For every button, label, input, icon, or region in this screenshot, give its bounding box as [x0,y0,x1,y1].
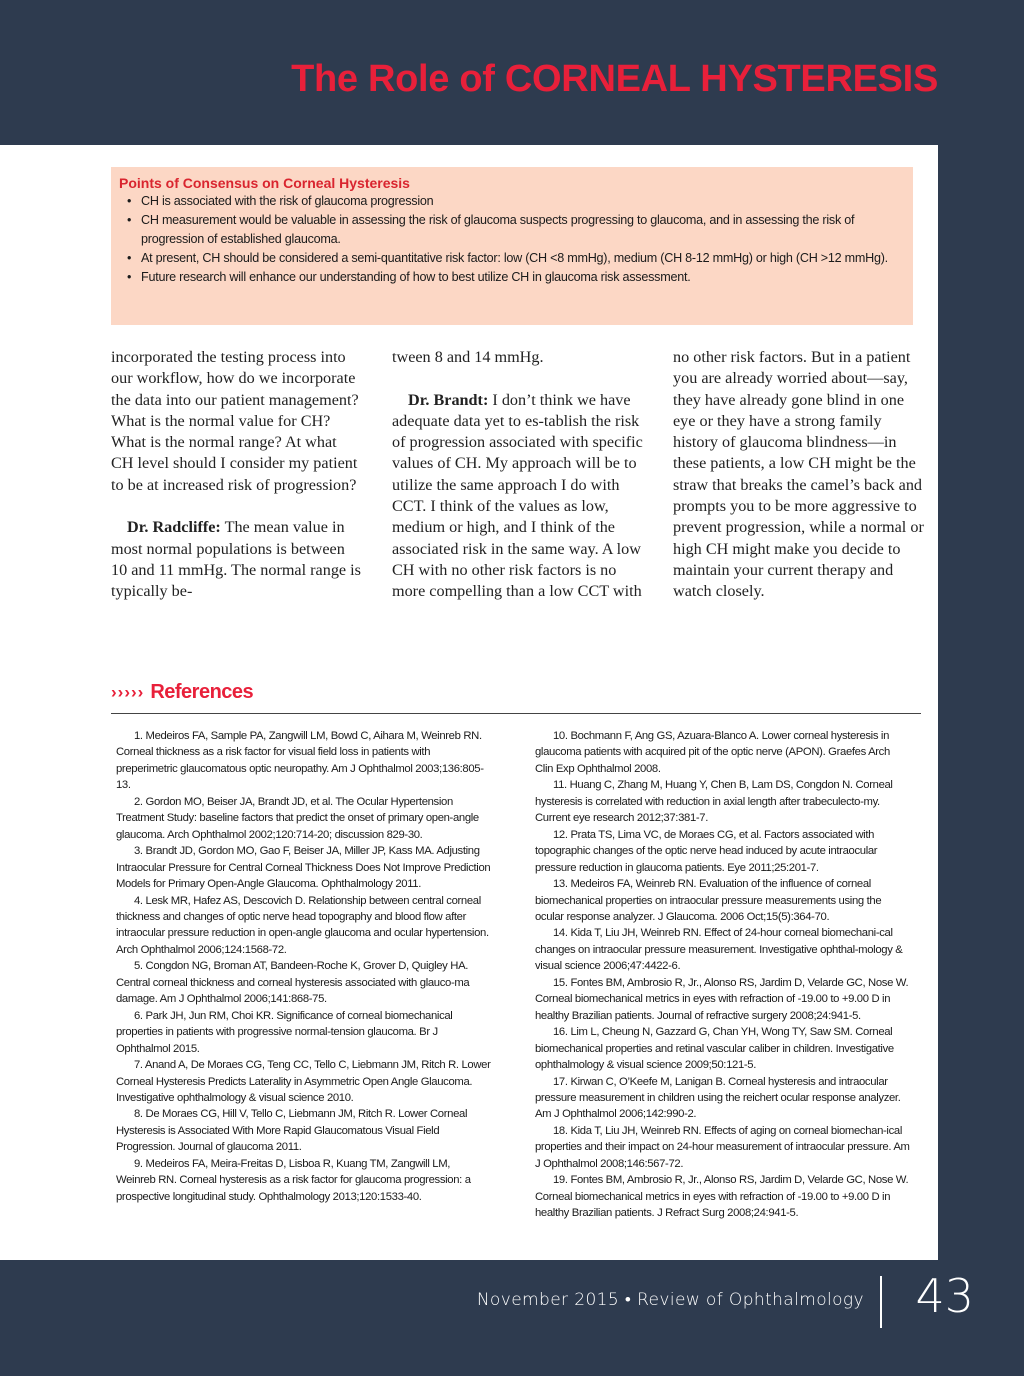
consensus-box [111,167,913,325]
page-number: 43 [915,1269,974,1323]
speaker-text: I don’t think we have adequate data yet to es-tablish the risk of progression associated with specific values of CH. My approach will be to utilize the same approach I do with CCT. I think of the values as low, medium or high, and I think of the associated risk in the same way. A low CH with no other risk factors is no more compelling than a low CCT with [392,390,643,601]
reference-item: 5. Congdon NG, Broman AT, Bandeen-Roche K, Grover D, Quigley HA. Central corneal thickness and corneal hysteresis associated with glauco-ma damage. Am J Ophthalmol 2006;141:868-75. [116,960,470,1006]
consensus-item-text: CH is associated with the risk of glaucoma progression [141,194,434,208]
consensus-item-text: At present, CH should be considered a semi-quantitative risk factor: low (CH <8 mmHg), medium (CH 8-12 mmHg) or high (CH >12 mmHg). [141,251,888,265]
reference-item: 14. Kida T, Liu JH, Weinreb RN. Effect of 24-hour corneal biomechani-cal changes on intraocular pressure measurement. Investigative ophthal-mology & visual science 2006;47:4422-6. [535,927,903,973]
body-column-3 [673,347,929,603]
body-column-1 [111,347,363,603]
reference-item: 2. Gordon MO, Beiser JA, Brandt JD, et al. The Ocular Hypertension Treatment Study: baseline factors that predict the onset of primary open-angle glaucoma. Arch Ophthalmol 2002;120:714-20; discussion 829-30. [116,795,479,841]
reference-item: 10. Bochmann F, Ang GS, Azuara-Blanco A. Lower corneal hysteresis in glaucoma patients with acquired pit of the optic nerve (APON). Graefes Arch Clin Exp Ophthalmol 2008. [535,730,890,775]
reference-item: 19. Fontes BM, Ambrosio R, Jr., Alonso RS, Jardim D, Velarde GC, Nose W. Corneal biomechanical metrics in eyes with refraction of -19.00 to +9.00 D in healthy Brazilian patients. J Refract Surg 2008;24:941-5. [535,1174,909,1220]
reference-item: 15. Fontes BM, Ambrosio R, Jr., Alonso RS, Jardim D, Velarde GC, Nose W. Corneal biomechanical metrics in eyes with refraction of -19.00 to +9.00 D in healthy Brazilian patients. Journal of refractive surgery 2008;24:941-5. [535,976,909,1022]
consensus-item-text: Future research will enhance our understanding of how to best utilize CH in glaucoma risk assessment. [141,270,691,284]
reference-item: 9. Medeiros FA, Meira-Freitas D, Lisboa R, Kuang TM, Zangwill LM, Weinreb RN. Corneal hysteresis as a risk factor for glaucoma progression: a prospective longitudinal study. Ophthalmology 2013;120:1533-40. [116,1157,471,1203]
chevrons-icon: ››››› [111,682,145,702]
body-paragraph: incorporated the testing process into our workflow, how do we incorporate the data into our patient management? What is the normal value for CH? What is the normal range? At what CH level should I consider my patient to be at increased risk of progression? [111,348,359,494]
body-column-2 [392,347,644,603]
divider [111,713,921,714]
consensus-item-text: CH measurement would be valuable in assessing the risk of glaucoma suspects progressing to glaucoma, and in assessing the risk of progression of established glaucoma. [141,213,855,246]
reference-item: 6. Park JH, Jun RM, Choi KR. Significance of corneal biomechanical properties in patients with progressive normal-tension glaucoma. Br J Ophthalmol 2015. [116,1009,453,1055]
speaker-name: Dr. Brandt: [408,390,489,409]
reference-item: 11. Huang C, Zhang M, Huang Y, Chen B, Lam DS, Congdon N. Corneal hysteresis is correlated with reduction in axial length after trabeculecto-my. Current eye research 2012;37:381-7. [535,779,893,825]
reference-item: 18. Kida T, Liu JH, Weinreb RN. Effects of aging on corneal biomechan-ical properties and their impact on 24-hour measurement of intraocular pressure. Am J Ophthalmol 2008;146:567-72. [535,1124,910,1170]
bullet-icon: • [127,270,132,284]
consensus-item [119,268,903,287]
bullet-icon: • [127,194,132,208]
bullet-icon: • [127,213,132,227]
reference-item: 8. De Moraes CG, Hill V, Tello C, Liebmann JM, Ritch R. Lower Corneal Hysteresis is Associated With More Rapid Glaucomatous Visual Field Progression. Journal of glaucoma 2011. [116,1108,468,1154]
article-page [0,145,938,1260]
bullet-icon: • [127,251,132,265]
body-paragraph: no other risk factors. But in a patient you are already worried about—say, they have already gone blind in one eye or they have a strong family history of glaucoma blindness—in these patients, a low CH might be the straw that breaks the camel’s back and prompts you to be more aggressive to prevent progression, while a normal or high CH might make you decide to maintain your current therapy and watch closely. [673,348,924,601]
consensus-item [119,192,903,211]
reference-item: 12. Prata TS, Lima VC, de Moraes CG, et al. Factors associated with topographic changes of the optic nerve head induced by acute intraocular pressure reduction in glaucoma patients. Eye 2011;25:201-7. [535,828,878,874]
references-heading: References [150,681,254,703]
body-paragraph: tween 8 and 14 mmHg. [392,348,544,366]
consensus-list [119,192,903,287]
reference-item: 1. Medeiros FA, Sample PA, Zangwill LM, Bowd C, Aihara M, Weinreb RN. Corneal thickness as a risk factor for visual field loss in patients with preperimetric glaucomatous optic neuropathy. Am J Ophthalmol 2003;136:805-13. [116,730,484,792]
issue-info: November 2015 • Review of Ophthalmology [476,1290,864,1310]
reference-item: 17. Kirwan C, O’Keefe M, Lanigan B. Corneal hysteresis and intraocular pressure measurement in children using the reichert ocular response analyzer. Am J Ophthalmol 2006;142:990-2. [535,1075,901,1121]
consensus-heading: Points of Consensus on Corneal Hysteresis [119,175,410,191]
speaker-name: Dr. Radcliffe: [127,518,221,537]
consensus-item [119,249,903,268]
references-column-left [116,728,491,1205]
body-paragraph [111,517,363,602]
footer-divider [880,1276,882,1328]
consensus-item [119,211,903,249]
reference-item: 4. Lesk MR, Hafez AS, Descovich D. Relationship between central corneal thickness and changes of optic nerve head topography and blood flow after intraocular pressure reduction in open-angle glaucoma and ocular hypertension. Arch Ophthalmol 2006;124:1568-72. [116,894,489,956]
body-paragraph [392,390,644,603]
reference-item: 13. Medeiros FA, Weinreb RN. Evaluation of the influence of corneal biomechanical properties on intraocular pressure measurements using the ocular response analyzer. J Glaucoma. 2006 Oct;15(5):364-70. [535,878,882,923]
reference-item: 16. Lim L, Cheung N, Gazzard G, Chan YH, Wong TY, Saw SM. Corneal biomechanical properties and retinal vascular caliber in children. Investigative ophthalmology & visual science 2009;50:121-5. [535,1026,894,1072]
references-header [111,681,253,707]
speaker-text: The mean value in most normal populations is between 10 and 11 mmHg. The normal range is typically be- [111,518,361,601]
page-title: The Role of CORNEAL HYSTERESIS [291,58,938,100]
reference-item: 3. Brandt JD, Gordon MO, Gao F, Beiser JA, Miller JP, Kass MA. Adjusting Intraocular Pressure for Central Corneal Thickness Does Not Improve Prediction Models for Primary Open-Angle Glaucoma. Ophthalmology 2011. [116,845,491,891]
reference-item: 7. Anand A, De Moraes CG, Teng CC, Tello C, Liebmann JM, Ritch R. Lower Corneal Hysteresis Predicts Laterality in Asymmetric Open Angle Glaucoma. Investigative ophthalmology & visual science 2010. [116,1059,491,1104]
references-column-right [535,728,910,1222]
